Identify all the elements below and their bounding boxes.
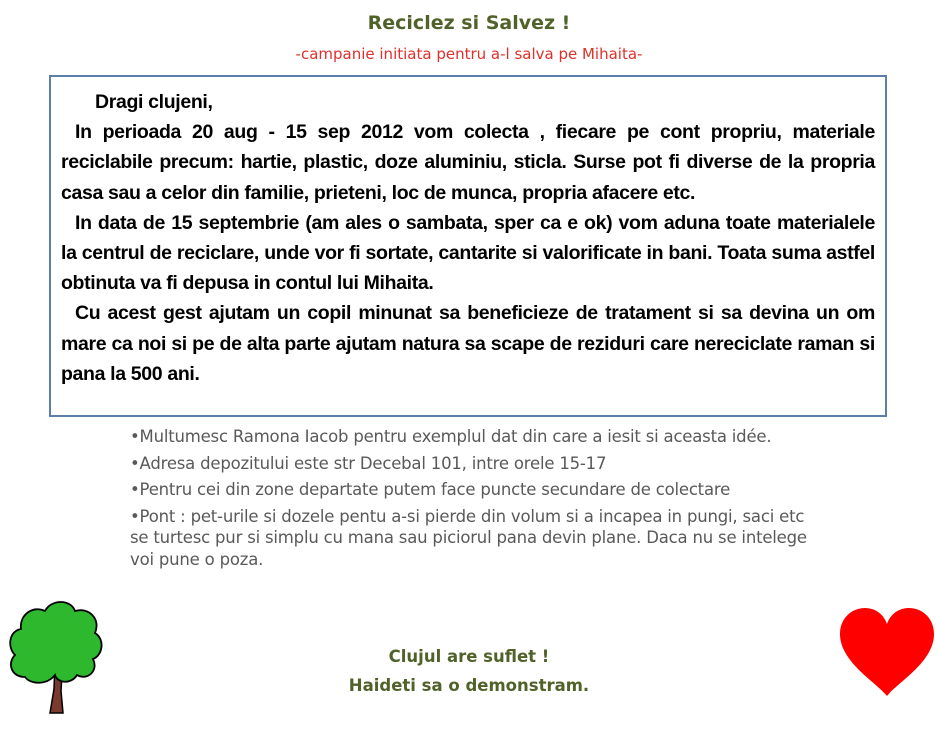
note-item: •Pont : pet-urile si dozele pentu a-si pierde din volum si a incapea in pungi, saci etc se turtesc pur si simplu cu mana sau piciorul pana devin plane. Daca nu se intelege voi pune o poza. xyxy=(130,506,807,569)
closing-line-1: Clujul are suflet ! xyxy=(388,647,550,666)
page-subtitle: -campanie initiata pentru a-l salva pe Mihaita- xyxy=(295,45,643,63)
letter-greeting: Dragi clujeni, xyxy=(95,91,213,113)
letter-text xyxy=(61,87,875,389)
letter-box xyxy=(49,75,887,417)
letter-paragraph-2: In data de 15 septembrie (am ales o sambata, sper ca e ok) vom aduna toate materialele la centrul de reciclare, unde vor fi sortate, cantarite si valorificate in bani. Toata suma astfel obtinuta va fi depusa in contul lui Mihaita. xyxy=(61,211,875,295)
letter-paragraph-1: In perioada 20 aug - 15 sep 2012 vom colecta , fiecare pe cont propriu, materiale reciclabile precum: hartie, plastic, doze aluminiu, sticla. Surse pot fi diverse de la propria casa sau a celor din familie, prieteni, loc de munca, propria afacere etc. xyxy=(61,121,875,204)
closing-line-2: Haideti sa o demonstram. xyxy=(348,676,590,695)
tree-crown xyxy=(10,602,101,683)
page-title: Reciclez si Salvez ! xyxy=(367,12,571,34)
notes-list xyxy=(130,426,810,575)
tree-icon xyxy=(5,597,107,717)
note-item: •Multumesc Ramona Iacob pentru exemplul dat din care a iesit si aceasta idée. xyxy=(130,427,772,446)
note-item: •Pentru cei din zone departate putem face puncte secundare de colectare xyxy=(130,480,731,499)
heart-icon xyxy=(838,606,936,698)
note-item: •Adresa depozitului este str Decebal 101, intre orele 15-17 xyxy=(130,453,607,473)
letter-paragraph-3: Cu acest gest ajutam un copil minunat sa beneficieze de tratament si sa devina un om mare ca noi si pe de alta parte ajutam natura sa scape de reziduri care nereciclate raman si pana la 500 ani. xyxy=(61,302,875,385)
